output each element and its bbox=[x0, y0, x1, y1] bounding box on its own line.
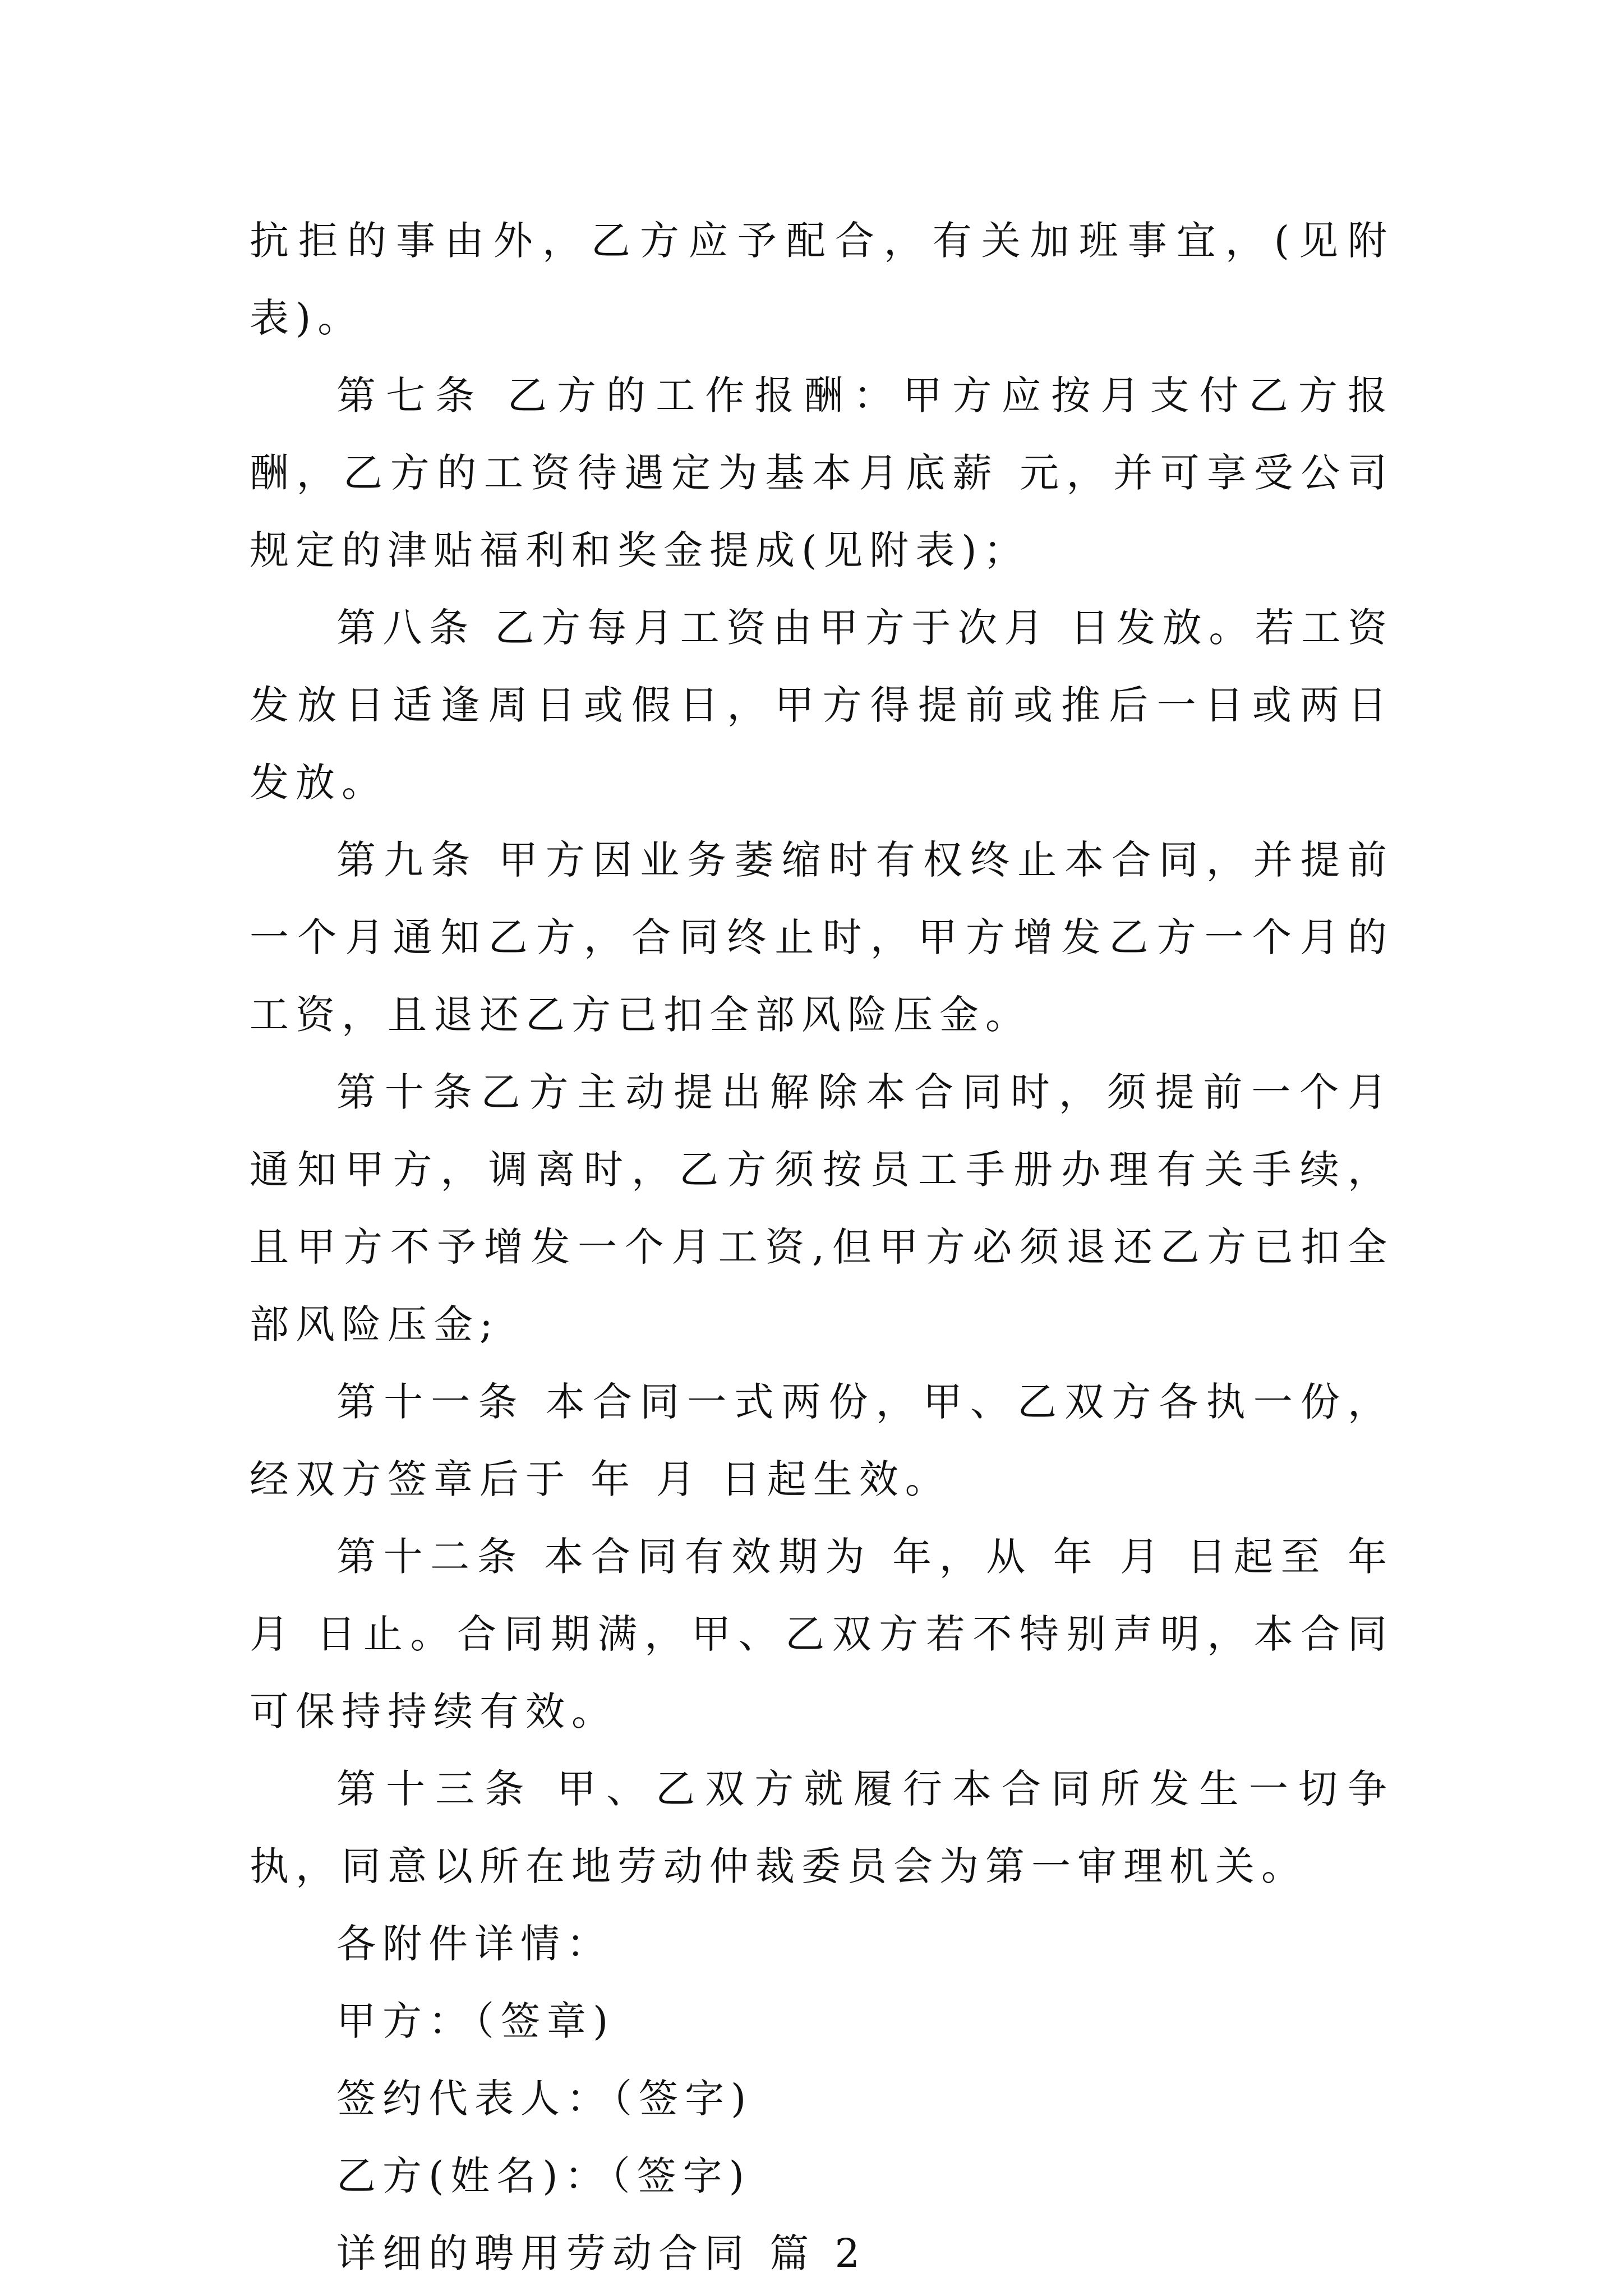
representative-signature-line: 签约代表人：（签字) bbox=[336, 2076, 753, 2122]
next-section-title: 详细的聘用劳动合同 篇 2 bbox=[336, 2230, 867, 2276]
paragraph-article-9: 第九条 甲方因业务萎缩时有权终止本合同，并提前一个月通知乙方，合同终止时，甲方增发乙方一个月的工资，且退还乙方已扣全部风险压金。 bbox=[250, 837, 1394, 1038]
paragraph-article-13: 第十三条 甲、乙双方就履行本合同所发生一切争执，同意以所在地劳动仲裁委员会为第一审理机关。 bbox=[250, 1766, 1394, 1889]
attachments-heading: 各附件详情： bbox=[336, 1921, 612, 1967]
party-a-signature-line: 甲方：（签章) bbox=[336, 1998, 615, 2044]
party-b-signature-line: 乙方(姓名)：（签字) bbox=[336, 2153, 751, 2199]
paragraph-article-10: 第十条乙方主动提出解除本合同时，须提前一个月通知甲方，调离时，乙方须按员工手册办理有关手续，且甲方不予增发一个月工资,但甲方必须退还乙方已扣全部风险压金; bbox=[250, 1069, 1394, 1347]
paragraph-article-7: 第七条 乙方的工作报酬：甲方应按月支付乙方报酬，乙方的工资待遇定为基本月底薪 元，并可享受公司规定的津贴福利和奖金提成(见附表)； bbox=[250, 372, 1394, 573]
document-body bbox=[250, 202, 1394, 2292]
paragraph-article-8: 第八条 乙方每月工资由甲方于次月 日发放。若工资发放日适逢周日或假日，甲方得提前或推后一日或两日发放。 bbox=[250, 605, 1394, 806]
paragraph-overtime-continuation: 抗拒的事由外，乙方应予配合，有关加班事宜，(见附表)。 bbox=[250, 218, 1394, 341]
paragraph-article-12: 第十二条 本合同有效期为 年，从 年 月 日起至 年月 日止。合同期满，甲、乙双方若不特别声明，本合同可保持持续有效。 bbox=[250, 1534, 1394, 1734]
paragraph-article-11: 第十一条 本合同一式两份，甲、乙双方各执一份，经双方签章后于 年 月 日起生效。 bbox=[250, 1379, 1394, 1502]
